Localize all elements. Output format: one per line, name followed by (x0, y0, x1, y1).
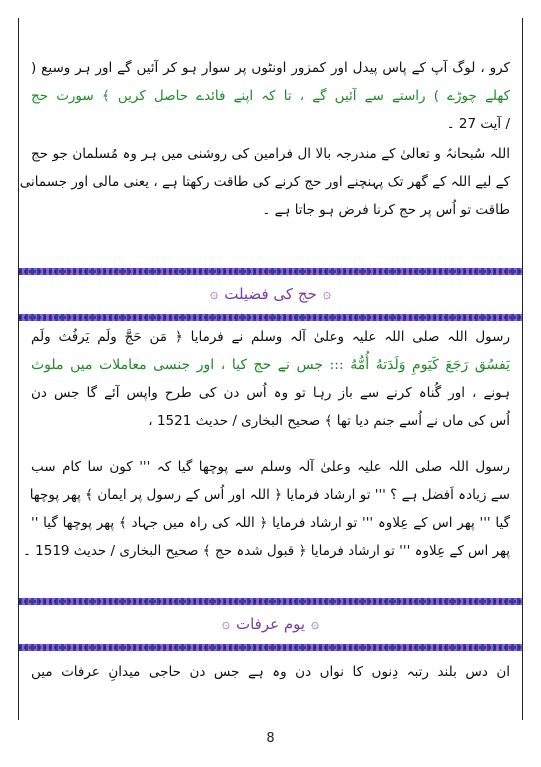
hadith-1 (19, 323, 522, 435)
section-heading-hajj-virtue (19, 276, 522, 312)
paragraph-3 (19, 658, 522, 686)
text-line: پھر اس کے عِلاوہ ''' تو ارشاد فرمایا ﴿ قبول شدہ حج ﴾ صحیح البخاری / حدیث 1519 ۔ (22, 543, 510, 559)
text-line: کرو ، لوگ آپ کے پاس پیدل اور کمزور اونٹوں پر سوار ہو کر آئیں گے اور ہر وسیع ( (31, 60, 510, 76)
text-line: رسول اللہ صلی اللہ علیہ وعلیٰ آلہ وسلم سے پوچھا گیا کہ ''' کون سا کام سب (31, 459, 510, 475)
paragraph-2 (19, 140, 522, 224)
text-line: طاقت تو اُس پر حج کرنا فرض ہو جاتا ہے ۔ (262, 202, 510, 218)
page-frame (18, 18, 523, 720)
text-line: یَفسُق رَجَعَ کَیَومِ وَلَدَتهُ أُمُّهُ ::: جس نے حج کیا ، اور جنسی معاملات میں ملوث (31, 357, 510, 373)
text-line: اللہ سُبحانہُ و تعالیٰ کے مندرجہ بالا ال فرامین کی روشنی میں ہر وہ مُسلمان جو حج (31, 146, 510, 162)
text-line: کھلے چوڑے ) راستے سے آئیں گے ، تا کہ اپنے فائدے حاصل کریں ﴾ سورت حج (31, 88, 510, 104)
heading-label: حج کی فضیلت (224, 285, 317, 303)
text-line: گیا ''' پھر اس کے عِلاوہ ''' تو ارشاد فرمایا ﴿ اللہ کی راہ میں جہاد ﴾ پھر پوچھا گیا '' (31, 515, 510, 531)
text-line: ہونے ، اور گُناہ کرنے سے باز رہا تو وہ اُس دن کی طرح واپس آئے گا جس دن (31, 385, 510, 401)
decorative-border (19, 598, 522, 605)
decorative-border (19, 314, 522, 321)
decorative-border (19, 644, 522, 651)
page-number: 8 (266, 731, 275, 746)
text-line: سے زیادہ اَفضل ہے ؟ ''' تو ارشاد فرمایا ﴿ اللہ اور اُس کے رسول پر ایمان ﴾ پھر پوچھا (29, 487, 510, 503)
ornament-icon: ۞ (322, 286, 331, 302)
heading-label: یوم عرفات (235, 615, 306, 633)
text-line: / آیت 27 ۔ (446, 116, 510, 132)
text-line: کے لیے اللہ کے گھر تک پہنچنے اور حج کرنے کی طاقت رکھتا ہے ، یعنی مالی اور جسمانی (19, 174, 510, 190)
text-line: رسول اللہ صلی اللہ علیہ وعلیٰ آلہ وسلم نے فرمایا ﴿ مَن حَجَّ ولَم یَرفُث ولَم (31, 329, 510, 345)
ornament-icon: ۞ (221, 616, 230, 632)
hadith-2 (19, 453, 522, 565)
ornament-icon: ۞ (210, 286, 219, 302)
section-heading-arafat (19, 606, 522, 642)
text-line: اُس کی ماں نے اُسے جنم دیا تھا ﴾ صحیح البخاری / حدیث 1521 ، (148, 413, 510, 429)
text-line: ان دس بلند رتبہ دِنوں کا نواں دن وہ ہے جس دن حاجی میدانِ عرفات میں (31, 664, 510, 680)
paragraph-1 (19, 54, 522, 138)
ornament-icon: ۞ (311, 616, 320, 632)
decorative-border (19, 268, 522, 275)
